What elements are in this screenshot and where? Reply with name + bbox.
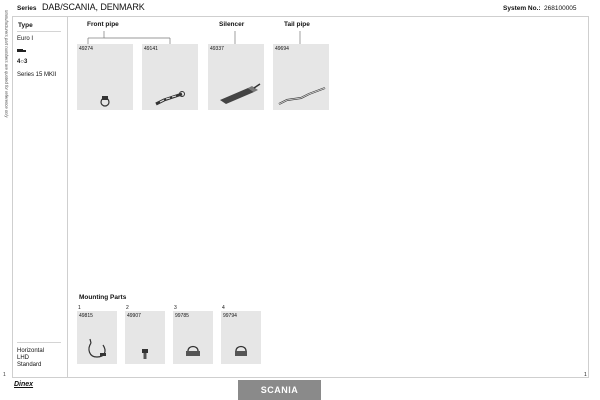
part-49274[interactable] xyxy=(77,44,133,110)
orientation-label: Horizontal xyxy=(17,348,45,354)
bolt-icon xyxy=(125,311,165,364)
axle-config: 4○3 xyxy=(17,59,28,65)
brand-banner xyxy=(238,380,321,400)
side-page-number: 1 xyxy=(3,372,6,378)
mount-part-99794[interactable] xyxy=(221,311,261,364)
series-label: Series xyxy=(17,5,37,12)
clamp-icon xyxy=(221,311,261,364)
euro-class: Euro I xyxy=(17,36,34,42)
part-number: 99794 xyxy=(223,313,237,319)
part-49337[interactable] xyxy=(208,44,264,110)
dinex-logo: Dinex xyxy=(14,381,34,388)
strap-icon xyxy=(77,311,117,364)
drive-side-label: LHD xyxy=(17,355,30,361)
part-49141[interactable] xyxy=(142,44,198,110)
mount-part-49815[interactable] xyxy=(77,311,117,364)
part-number: 49907 xyxy=(127,313,141,319)
series-model: Series 15 MKII xyxy=(17,72,57,78)
mount-index: 1 xyxy=(78,305,81,311)
part-number: 49694 xyxy=(275,46,289,52)
series-name: DAB/SCANIA, DENMARK xyxy=(42,2,145,12)
part-49694[interactable] xyxy=(273,44,329,110)
mounting-parts-heading: Mounting Parts xyxy=(79,294,127,301)
mount-index: 3 xyxy=(174,305,177,311)
clamp-icon xyxy=(173,311,213,364)
group-bracket xyxy=(80,28,340,44)
system-number-label: System No.: xyxy=(503,5,541,12)
bottom-divider xyxy=(17,342,61,343)
side-note: Manufacturers part numbers are quoted for reference only xyxy=(4,10,9,118)
mount-index: 2 xyxy=(126,305,129,311)
mount-part-49907[interactable] xyxy=(125,311,165,364)
tail-pipe-icon xyxy=(273,44,329,110)
part-number: 49274 xyxy=(79,46,93,52)
type-column xyxy=(12,16,68,378)
part-number: 49337 xyxy=(210,46,224,52)
clamp-icon xyxy=(77,44,133,110)
silencer-icon xyxy=(208,44,264,110)
system-number-value: 268100005 xyxy=(544,5,577,12)
group-silencer: Silencer xyxy=(219,21,245,28)
part-number: 99785 xyxy=(175,313,189,319)
mount-index: 4 xyxy=(222,305,225,311)
part-number: 49815 xyxy=(79,313,93,319)
type-divider xyxy=(17,31,61,32)
page-number: 1 xyxy=(584,372,587,378)
group-front-pipe: Front pipe xyxy=(87,21,119,28)
flexible-pipe-icon xyxy=(142,44,198,110)
part-number: 49141 xyxy=(144,46,158,52)
mount-part-99785[interactable] xyxy=(173,311,213,364)
standard-label: Standard xyxy=(17,362,42,368)
brand-name: SCANIA xyxy=(260,385,299,395)
truck-icon xyxy=(17,48,26,53)
type-heading: Type xyxy=(18,22,33,29)
group-tail-pipe: Tail pipe xyxy=(284,21,310,28)
